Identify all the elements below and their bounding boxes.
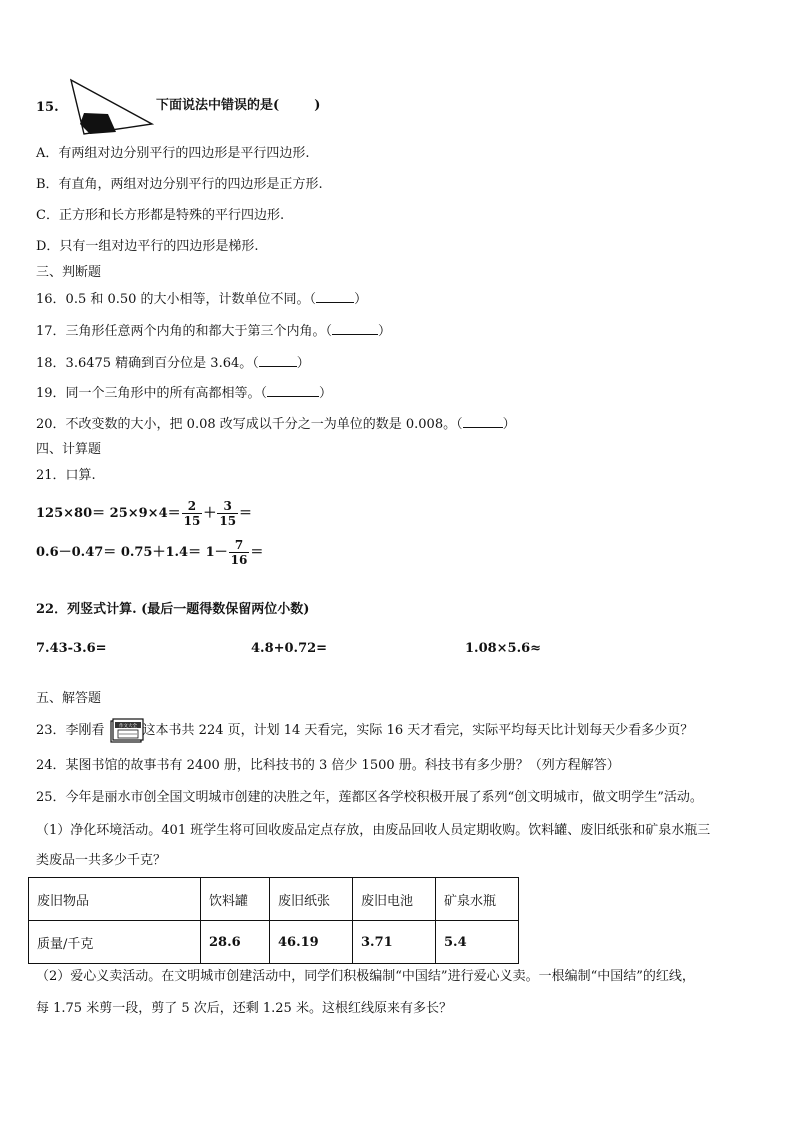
q22-title: 22．列竖式计算. (最后一题得数保留两位小数) xyxy=(36,602,310,617)
q25-part1-line2: 类废品一共多少千克？ xyxy=(36,853,167,868)
waste-table xyxy=(28,877,519,964)
table-cell: 废旧电池 xyxy=(353,878,436,921)
q15-option-c: C．正方形和长方形都是特殊的平行四边形. xyxy=(36,208,285,223)
table-cell: 废旧纸张 xyxy=(270,878,353,921)
q19 xyxy=(36,384,332,403)
table-cell: 废旧物品 xyxy=(29,878,201,921)
q25-part2-line1: （2）爱心义卖活动。在文明城市创建活动中，同学们积极编制“中国结”进行爱心义卖。一根编制“中国结”的红线， xyxy=(36,969,695,984)
q15-stem-close: ) xyxy=(314,98,321,113)
q19-close: ） xyxy=(319,386,333,401)
section-4-heading: 四、计算题 xyxy=(36,442,102,457)
q15-number: 15. xyxy=(36,100,59,115)
q24: 24．某图书馆的故事书有 2400 册，比科技书的 3 倍少 1500 册。科技书有多少册？（列方程解答） xyxy=(36,758,620,773)
book-cover-title: 作文大全 xyxy=(119,724,137,729)
q15-stem-text: 下面说法中错误的是( xyxy=(156,98,280,113)
q17-text: 17．三角形任意两个内角的和都大于第三个内角。（ xyxy=(36,324,333,339)
q22-expr-1: 7.43-3.6= xyxy=(36,641,107,656)
q20-answer-blank[interactable] xyxy=(463,415,503,428)
plus-sign: ＋ xyxy=(203,506,217,521)
q25-part1-line1: （1）净化环境活动。401 班学生将可回收废品定点存放，由废品回收人员定期收购。饮料罐、废旧纸张和矿泉水瓶三 xyxy=(36,823,711,838)
q16-answer-blank[interactable] xyxy=(316,290,354,303)
q22-expr-3: 1.08×5.6≈ xyxy=(465,641,542,656)
table-cell: 5.4 xyxy=(436,921,519,964)
table-cell: 3.71 xyxy=(353,921,436,964)
q18 xyxy=(36,354,310,373)
q15-stem xyxy=(156,97,320,115)
q23-pre: 23．李刚看 xyxy=(36,723,105,738)
q17-close: ） xyxy=(378,324,392,339)
equals-sign: ＝ xyxy=(239,506,253,521)
q17 xyxy=(36,322,391,341)
table-cell: 46.19 xyxy=(270,921,353,964)
table-cell: 饮料罐 xyxy=(201,878,270,921)
q20-close: ） xyxy=(502,417,516,432)
table-header-row xyxy=(29,878,519,921)
q16-close: ） xyxy=(354,292,368,307)
q25-part2-line2: 每 1.75 米剪一段，剪了 5 次后，还剩 1.25 米。这根红线原来有多长？ xyxy=(36,1001,452,1016)
q18-answer-blank[interactable] xyxy=(259,354,297,367)
q21-row-1 xyxy=(36,497,252,531)
q21-expr-1: 125×80＝ xyxy=(36,506,106,521)
q21-expr-3: 0.6－0.47＝ xyxy=(36,545,117,560)
q21-expr-2: 25×9×4＝ xyxy=(109,506,181,521)
book-icon xyxy=(110,718,144,744)
q22-expr-2: 4.8+0.72= xyxy=(251,641,328,656)
q16 xyxy=(36,290,367,309)
q21-expr-5: 1－ xyxy=(205,545,228,560)
q18-close: ） xyxy=(296,356,310,371)
fraction-2-15: $\frac{2}{15}$ xyxy=(183,499,201,528)
q25-intro: 25．今年是丽水市创全国文明城市创建的决胜之年，莲都区各学校积极开展了系列“创文明城市，做文明学生”活动。 xyxy=(36,790,703,805)
q15-option-a: A．有两组对边分别平行的四边形是平行四边形. xyxy=(36,146,310,161)
q16-text: 16．0.5 和 0.50 的大小相等，计数单位不同。（ xyxy=(36,292,317,307)
q21-title: 21．口算. xyxy=(36,468,96,483)
equals-sign: ＝ xyxy=(250,545,264,560)
q21-row-2 xyxy=(36,536,263,570)
table-cell: 28.6 xyxy=(201,921,270,964)
q15-option-d: D．只有一组对边平行的四边形是梯形. xyxy=(36,239,259,254)
table-cell: 矿泉水瓶 xyxy=(436,878,519,921)
table-row xyxy=(29,921,519,964)
fraction-7-16: $\frac{7}{16}$ xyxy=(230,538,248,567)
table-cell: 质量/千克 xyxy=(29,921,201,964)
section-3-heading: 三、判断题 xyxy=(36,265,102,280)
q21-expr-4: 0.75＋1.4＝ xyxy=(120,545,202,560)
fraction-3-15: $\frac{3}{15}$ xyxy=(219,499,237,528)
q18-text: 18．3.6475 精确到百分位是 3.64。（ xyxy=(36,356,259,371)
triangle-figure xyxy=(66,76,156,138)
q15-option-b: B．有直角，两组对边分别平行的四边形是正方形. xyxy=(36,177,323,192)
q20 xyxy=(36,415,516,434)
q19-text: 19．同一个三角形中的所有高都相等。（ xyxy=(36,386,268,401)
q23-text: 这本书共 224 页，计划 14 天看完，实际 16 天才看完，实际平均每天比计划每天少看多少页？ xyxy=(142,723,694,738)
answer-blank[interactable] xyxy=(284,97,310,109)
q19-answer-blank[interactable] xyxy=(267,384,319,397)
q17-answer-blank[interactable] xyxy=(332,322,378,335)
section-5-heading: 五、解答题 xyxy=(36,691,102,706)
q20-text: 20．不改变数的大小，把 0.08 改写成以千分之一为单位的数是 0.008。（ xyxy=(36,417,463,432)
